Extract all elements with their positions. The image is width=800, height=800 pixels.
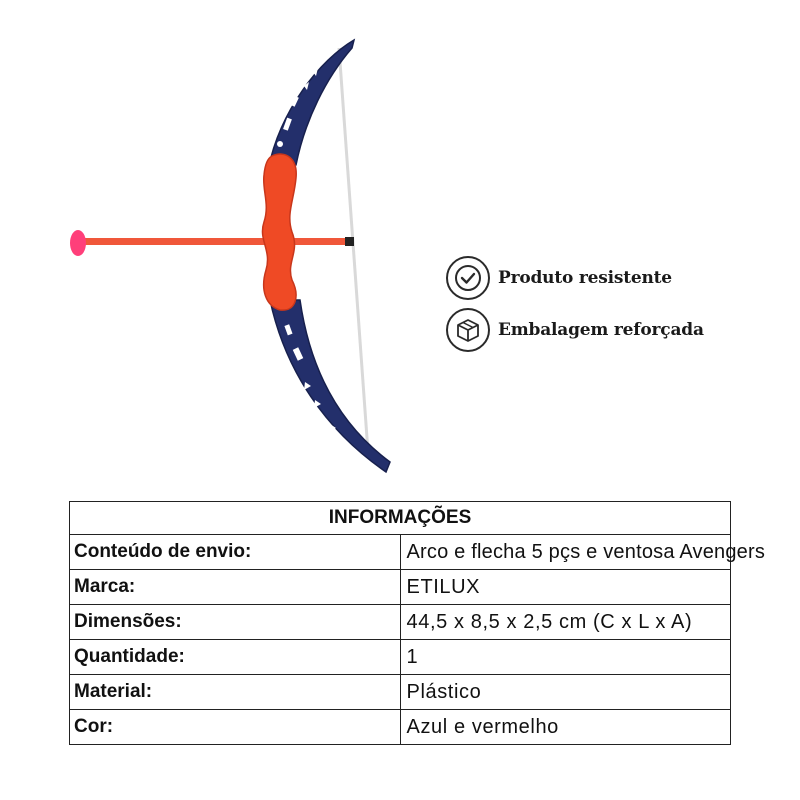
row-value: Arco e flecha 5 pçs e ventosa Avengers [400,535,731,570]
row-key: Material: [70,675,401,710]
table-row [70,710,731,745]
row-key: Dimensões: [70,605,401,640]
feature-label: Embalagem reforçada [498,320,704,340]
table-title: INFORMAÇÕES [70,502,731,535]
arrow-nock [345,237,354,246]
feature-label: Produto resistente [498,268,672,288]
row-value: ETILUX [400,570,731,605]
upper-limb [268,40,354,170]
table-row [70,570,731,605]
table-row [70,535,731,570]
table-row [70,605,731,640]
feature-packaging [446,308,704,352]
bow-string [339,48,368,452]
row-value: 44,5 x 8,5 x 2,5 cm (C x L x A) [400,605,731,640]
row-key: Marca: [70,570,401,605]
suction-cup [70,230,86,256]
row-key: Quantidade: [70,640,401,675]
table-header-row [70,502,731,535]
row-key: Cor: [70,710,401,745]
info-table [69,501,766,745]
check-circle-icon [446,256,490,300]
table-row [70,640,731,675]
bow-grip [262,154,296,310]
row-value: Azul e vermelho [400,710,731,745]
row-value: Plástico [400,675,731,710]
row-key: Conteúdo de envio: [70,535,401,570]
feature-durable [446,256,672,300]
table-row [70,675,731,710]
box-icon [446,308,490,352]
arrow-shaft [80,238,352,245]
row-value: 1 [400,640,731,675]
